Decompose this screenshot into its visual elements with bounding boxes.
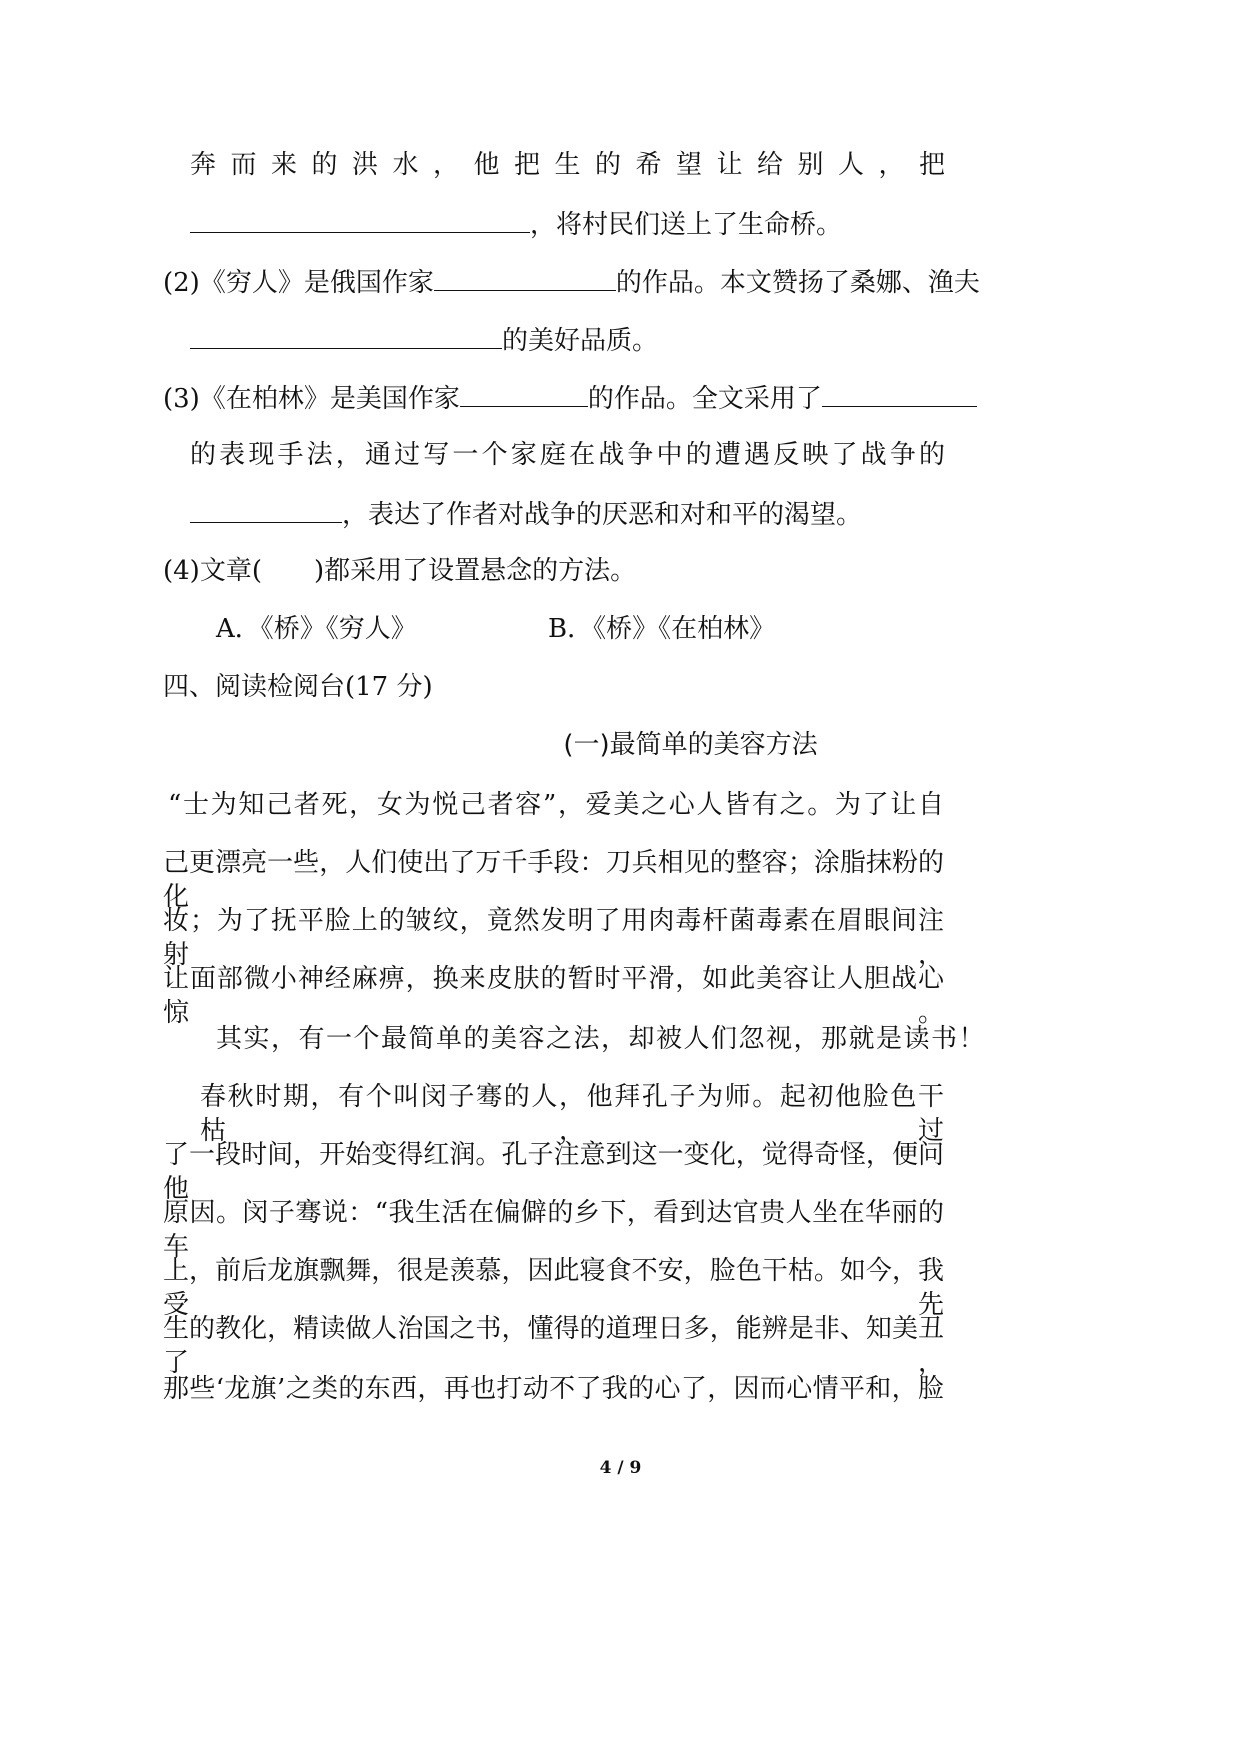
answer-blank[interactable] <box>460 380 588 407</box>
q3-line-1: 奔而来的洪水，他把生的希望让给别人，把 <box>190 150 945 180</box>
item-3-cont: 的表现手法，通过写一个家庭在战争中的遭遇反映了战争的 <box>190 440 945 470</box>
page-number: 4 / 9 <box>599 1458 642 1478</box>
text: ，将村民们送上了生命桥。 <box>530 210 843 240</box>
answer-blank[interactable] <box>190 206 530 233</box>
item-3 <box>163 380 977 416</box>
passage-line: 己更漂亮一些，人们使出了万千手段：刀兵相见的整容；涂脂抹粉的化 <box>163 848 944 912</box>
text: (2)《穷人》是俄国作家 <box>163 268 434 298</box>
passage-line: 其实，有一个最简单的美容之法，却被人们忽视，那就是读书！ <box>216 1024 987 1054</box>
option-a[interactable]: A．《桥》《穷人》 <box>216 614 417 644</box>
passage-line: 那些‘龙旗’之类的东西，再也打动不了我的心了，因而心情平和，脸 <box>163 1374 944 1404</box>
passage-line: 妆；为了抚平脸上的皱纹，竟然发明了用肉毒杆菌毒素在眉眼间注射， <box>163 906 944 970</box>
passage-line: “士为知己者死，女为悦己者容”，爱美之心人皆有之。为了让自 <box>168 790 944 820</box>
answer-blank[interactable] <box>434 264 616 291</box>
passage-line: 原因。闵子骞说：“我生活在偏僻的乡下，看到达官贵人坐在华丽的车 <box>163 1198 944 1262</box>
passage-line: 生的教化，精读做人治国之书，懂得的道理日多，能辨是非、知美丑了， <box>163 1314 944 1378</box>
text: (3)《在柏林》是美国作家 <box>163 384 460 414</box>
text: 的作品。本文赞扬了桑娜、渔夫 <box>615 268 980 298</box>
text: ，表达了作者对战争的厌恶和对和平的渴望。 <box>342 500 863 530</box>
passage-line: 让面部微小神经麻痹，换来皮肤的暂时平滑，如此美容让人胆战心惊。 <box>163 964 944 1028</box>
passage-line: 春秋时期，有个叫闵子骞的人，他拜孔子为师。起初他脸色干枯，过 <box>200 1082 944 1146</box>
answer-blank[interactable] <box>822 380 977 407</box>
passage-title: (一)最简单的美容方法 <box>563 730 818 760</box>
text: 的作品。全文采用了 <box>587 384 822 414</box>
item-2 <box>163 264 980 300</box>
item-2-cont <box>190 322 658 358</box>
item-3-cont2 <box>190 496 862 532</box>
item-4: (4)文章( )都采用了设置悬念的方法。 <box>163 556 637 586</box>
answer-blank[interactable] <box>190 322 502 349</box>
option-b[interactable]: B．《桥》《在柏林》 <box>548 614 776 644</box>
section-heading: 四、阅读检阅台(17 分) <box>163 672 433 702</box>
q3-line-2 <box>190 206 842 242</box>
passage-line: 了一段时间，开始变得红润。孔子注意到这一变化，觉得奇怪，便问他 <box>163 1140 944 1204</box>
passage-line: 上，前后龙旗飘舞，很是羡慕，因此寝食不安，脸色干枯。如今，我受先 <box>163 1256 944 1320</box>
text: 的美好品质。 <box>502 326 659 356</box>
answer-blank[interactable] <box>190 496 342 523</box>
